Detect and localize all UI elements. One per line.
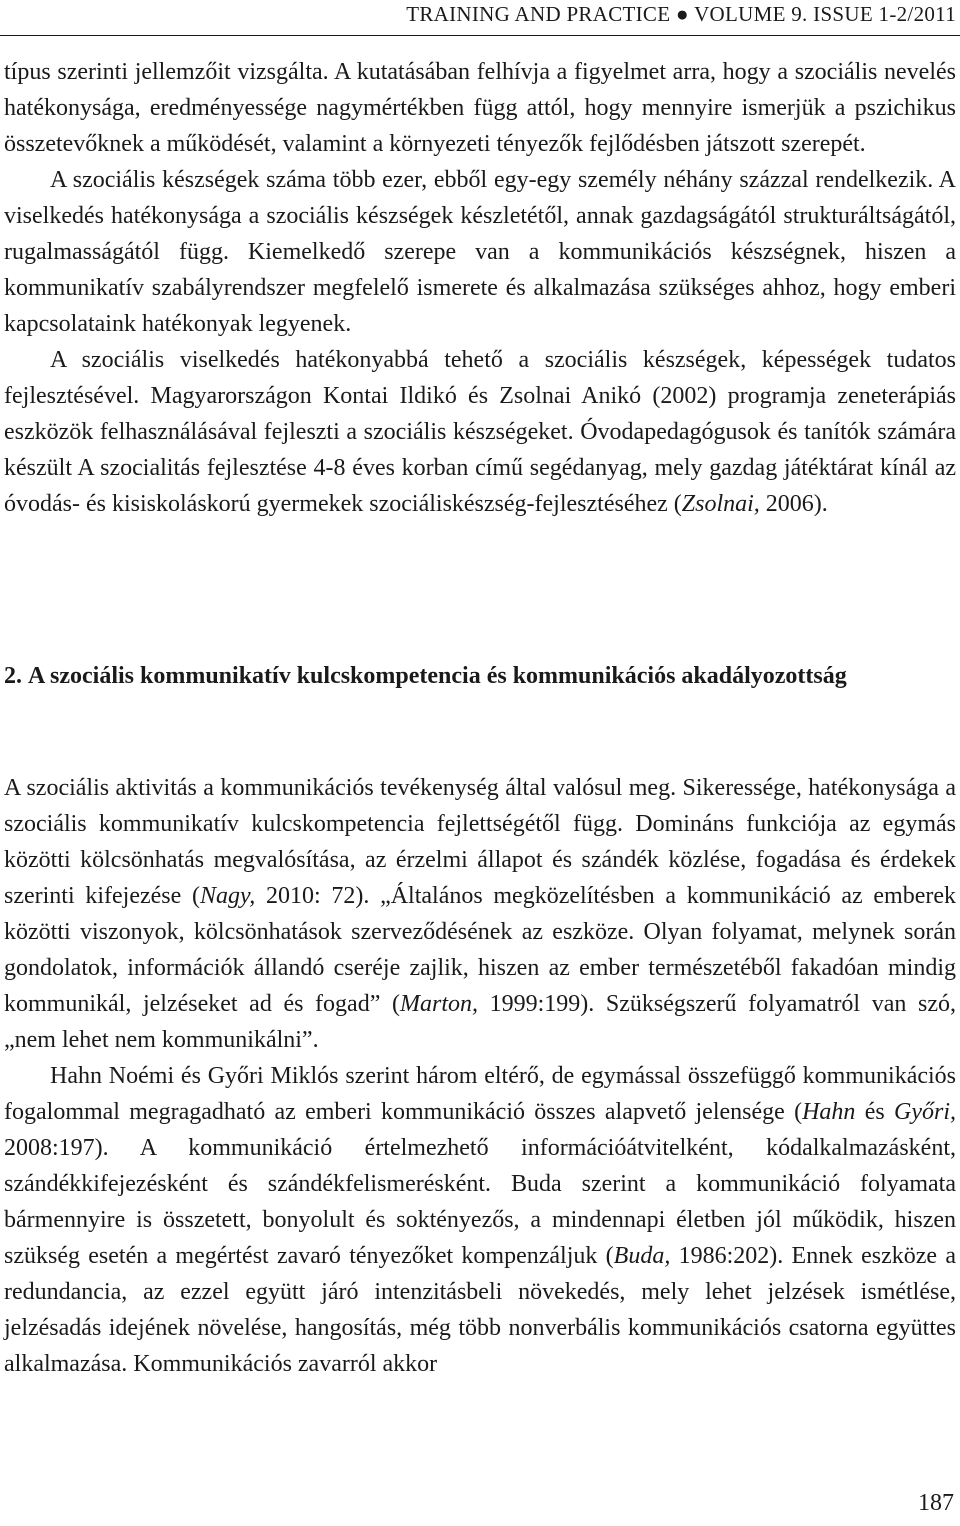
paragraph-text: A szociális aktivitás a kommunikációs tevékenység által valósul meg. Sikeressége, hatékonysága a szociális kommunikatív kulcskompetencia fejlettségétől függ. Domináns funkciója az egymás közötti kölcsönhatás megvalósítása, az érzelmi állapot és szándék közlése, fogadása és érdekek szerinti kifejezése ( (4, 775, 956, 909)
paragraph-text: 1999:199). Szükségszerű folyamatról van szó, „nem lehet nem kommunikálni”. (4, 991, 956, 1053)
section-heading (4, 658, 956, 694)
page-number: 187 (918, 1490, 954, 1516)
running-header-text: TRAINING AND PRACTICE ● VOLUME 9. ISSUE 1-2/2011 (406, 2, 956, 26)
paragraph-text: típus szerinti jellemzőit vizsgálta. A kutatásában felhívja a figyelmet arra, hogy a szociális nevelés hatékonysága, eredményessége nagymértékben függ attól, hogy mennyire ismerjük a pszichikus összetevőknek a működését, valamint a környezeti tényezők fejlődésben játszott szerepét. (4, 59, 956, 157)
paragraph-text: 1986:202). Ennek eszköze a redundancia, az ezzel együtt járó intenzitásbeli növekedés, mely lehet jelzések ismétlése, jelzésadás idejének növelése, hangosítás, még több nonverbális kommunikációs csatorna együttes alkalmazása. Kommunikációs zavarról akkor (4, 1243, 956, 1377)
header-rule (0, 35, 960, 36)
paragraph-text: Hahn Noémi és Győri Miklós szerint három eltérő, de egymással összefüggő kommunikációs fogalommal megragadható az emberi kommunikáció összes alapvető jelensége ( (4, 1063, 956, 1125)
paragraph-text: 2008:197). A kommunikáció értelmezhető információátvitelként, kódalkalmazásként, szándékkifejezésként és szándékfelismerésként. Buda szerint a kommunikáció folyamata bármennyire is összetett, bonyolult és soktényezős, a mindennapi életben jól működik, hiszen szükség esetén a megértést zavaró tényezőket kompenzáljuk ( (4, 1135, 956, 1269)
section-title: A szociális kommunikatív kulcskompetencia és kommunikációs akadályozottság (28, 663, 847, 689)
paragraph (4, 342, 956, 522)
paragraph (4, 770, 956, 1058)
citation-author: Marton, (399, 991, 478, 1017)
citation-author: Nagy, (199, 883, 256, 909)
paragraph-text: A szociális viselkedés hatékonyabbá tehető a szociális készségek, képességek tudatos fejlesztésével. Magyarországon Kontai Ildikó és Zsolnai Anikó (2002) programja zeneterápiás eszközök felhasználásával fejleszti a szociális készségeket. Óvodapedagógusok és tanítók számára készült A szocialitás fejlesztése 4-8 éves korban című segédanyag, mely gazdag játéktárat kínál az óvodás- és kisiskoláskorú gyermekek szociáliskészség-fejlesztéséhez ( (4, 347, 956, 517)
paragraph-text: és (855, 1099, 895, 1125)
citation-author: Buda, (613, 1243, 671, 1269)
citation-author: Hahn (802, 1099, 856, 1125)
paragraph-text: 2010: 72). „Általános megközelítésben a kommunikáció az emberek közötti viszonyok, kölcsönhatások szerveződésének az eszköze. Olyan folyamat, melynek során gondolatok, információk állandó cseréje zajlik, hiszen az ember természetéből fakadóan mindig kommunikál, jelzéseket ad és fogad” ( (4, 883, 957, 1017)
paragraph-text: 2006). (759, 491, 828, 517)
paragraph-text: A szociális készségek száma több ezer, ebből egy-egy személy néhány százzal rendelkezik. A viselkedés hatékonysága a szociális készségek készletétől, annak gazdagságától strukturáltságától, rugalmasságától függ. Kiemelkedő szerepe van a kommunikációs készségnek, hiszen a kommunikatív szabályrendszer megfelelő ismerete és alkalmazása szükséges ahhoz, hogy emberi kapcsolataink hatékonyak legyenek. (4, 167, 956, 337)
citation-author: Zsolnai, (681, 491, 760, 517)
section-intro (4, 54, 956, 522)
running-header (0, 2, 960, 27)
section-communication (4, 770, 956, 1382)
paragraph (4, 1058, 956, 1382)
paragraph (4, 54, 956, 162)
section-number: 2. (4, 663, 22, 689)
citation-author: Győri, (894, 1099, 957, 1125)
paragraph (4, 162, 956, 342)
